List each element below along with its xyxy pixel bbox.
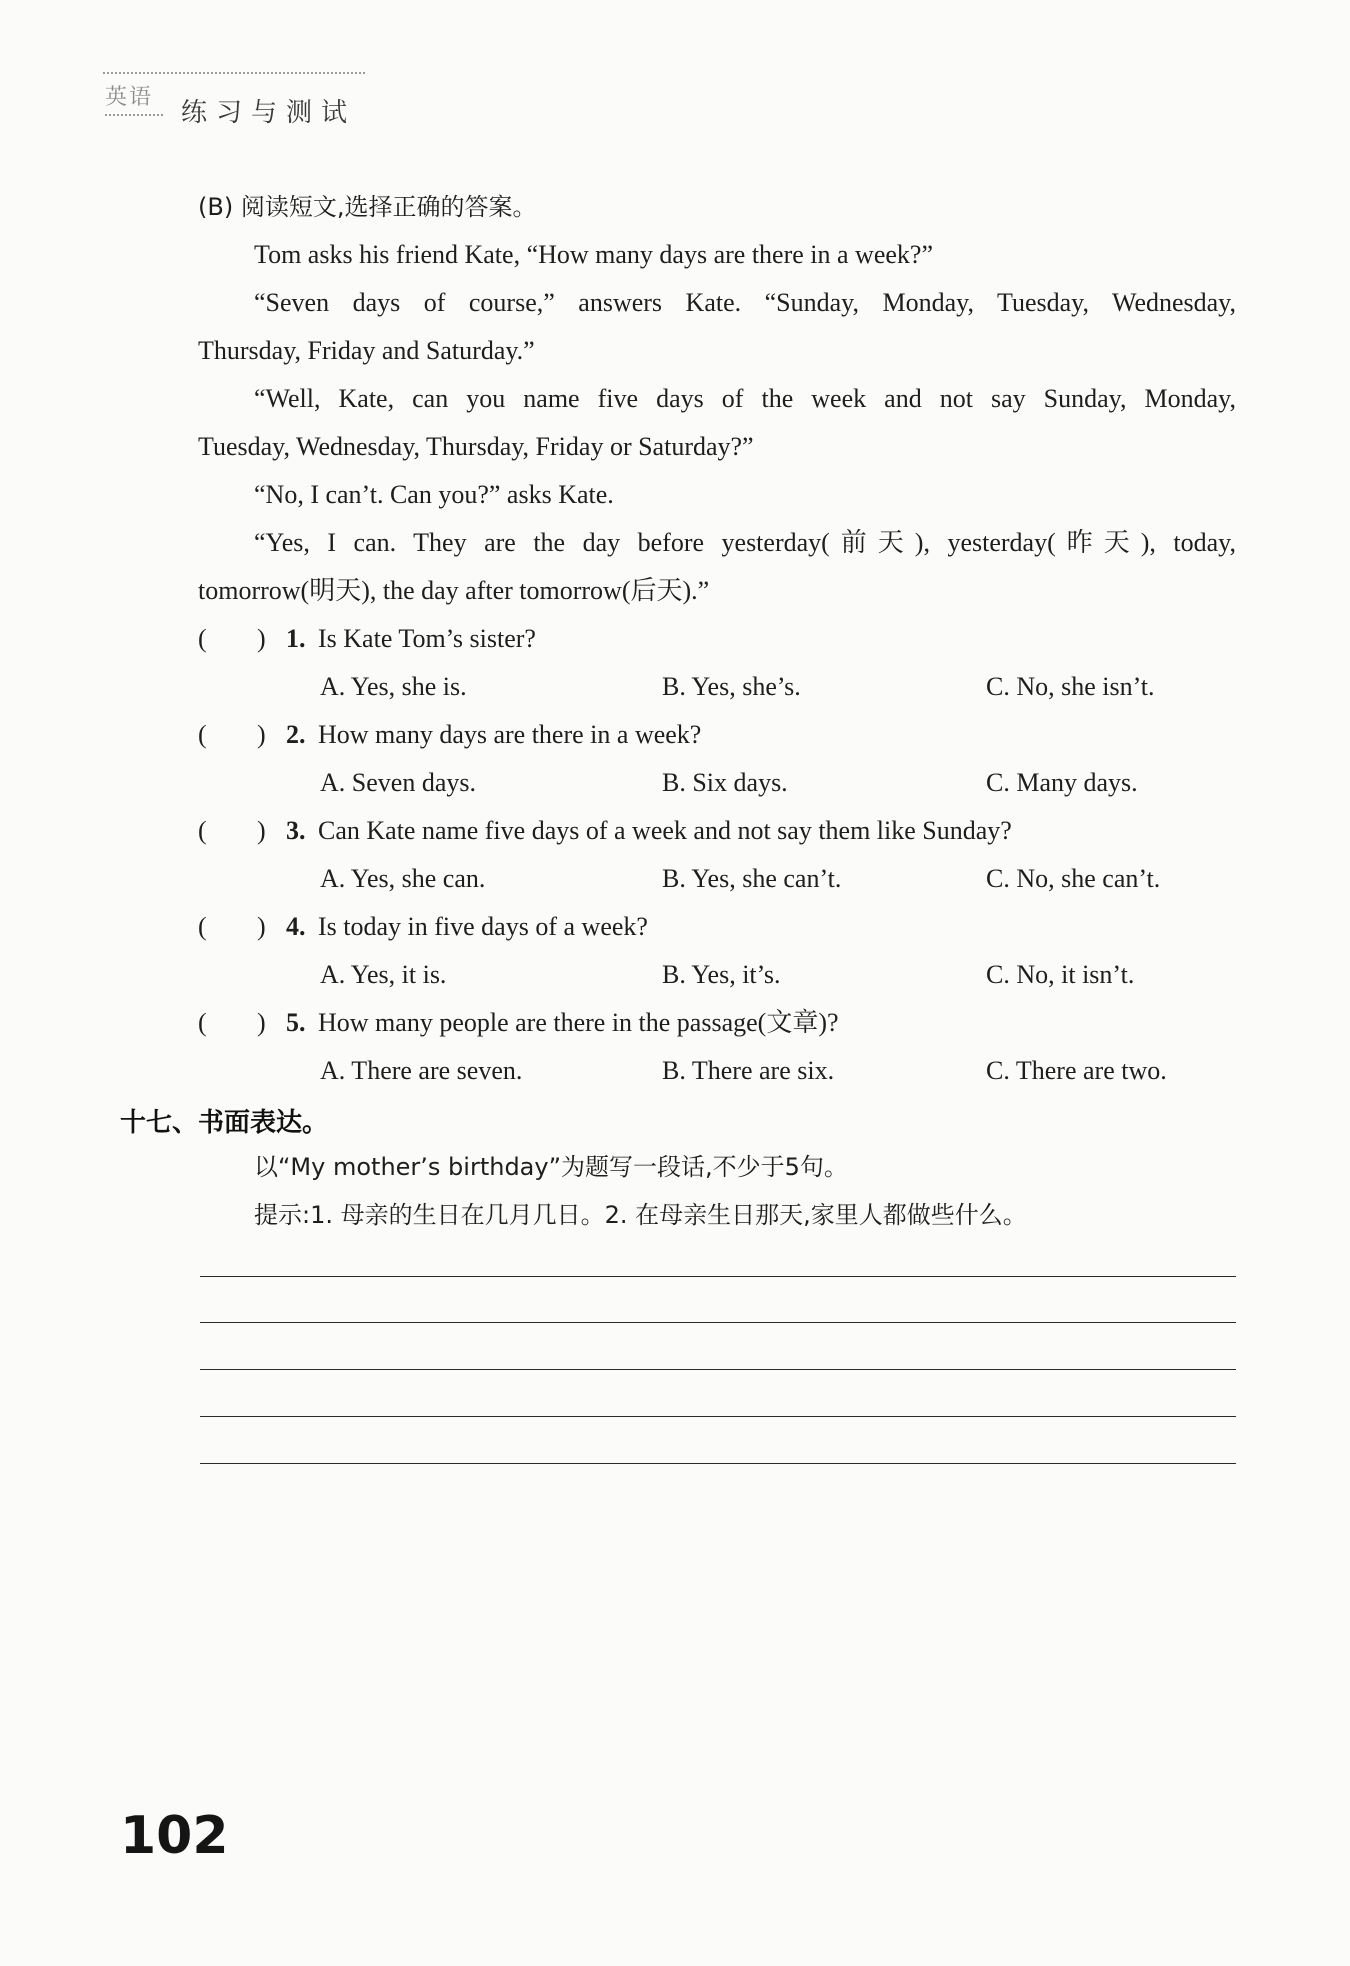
book-title: 练习与测试 (181, 98, 357, 128)
passage-line: “No, I can’t. Can you?” asks Kate. (254, 480, 614, 509)
option-b: B. Yes, she can’t. (662, 864, 842, 893)
answer-blank-close: ) (257, 912, 266, 941)
answer-blank-close: ) (257, 1008, 266, 1037)
option-a: A. Yes, she is. (320, 672, 467, 701)
passage-line: Tom asks his friend Kate, “How many days are there in a week?” (254, 240, 933, 269)
passage-line: Tuesday, Wednesday, Thursday, Friday or Saturday?” (198, 432, 754, 461)
header-divider (103, 72, 365, 74)
writing-hint: 提示:1. 母亲的生日在几月几日。2. 在母亲生日那天,家里人都做些什么。 (254, 1201, 1027, 1229)
answer-blank-close: ) (257, 816, 266, 845)
passage-line: tomorrow(明天), the day after tomorrow(后天).” (198, 576, 710, 605)
answer-blank-close: ) (257, 624, 266, 653)
question-text: Is today in five days of a week? (318, 912, 648, 941)
option-b: B. Yes, she’s. (662, 672, 801, 701)
option-c: C. No, she isn’t. (986, 672, 1155, 701)
subject-label: 英语 (105, 80, 163, 116)
question-number: 3. (286, 816, 306, 845)
passage-line: “Yes, I can. They are the day before yesterday(前天), yesterday(昨天), today, (254, 528, 1236, 557)
option-a: A. Yes, it is. (320, 960, 447, 989)
question-text: Can Kate name five days of a week and not say them like Sunday? (318, 816, 1012, 845)
question-number: 2. (286, 720, 306, 749)
question-number: 4. (286, 912, 306, 941)
writing-line[interactable] (200, 1322, 1236, 1323)
section-title: 十七、书面表达。 (120, 1108, 329, 1138)
question-text: How many days are there in a week? (318, 720, 702, 749)
option-b: B. Six days. (662, 768, 788, 797)
question-number: 1. (286, 624, 306, 653)
option-a: A. Seven days. (320, 768, 476, 797)
question-text: Is Kate Tom’s sister? (318, 624, 536, 653)
answer-blank-open[interactable]: ( (198, 624, 207, 653)
answer-blank-close: ) (257, 720, 266, 749)
option-a: A. There are seven. (320, 1056, 523, 1085)
passage-line: Thursday, Friday and Saturday.” (198, 336, 535, 365)
option-b: B. There are six. (662, 1056, 835, 1085)
answer-blank-open[interactable]: ( (198, 912, 207, 941)
option-c: C. Many days. (986, 768, 1138, 797)
option-c: C. No, she can’t. (986, 864, 1161, 893)
question-text: How many people are there in the passage(文章)? (318, 1008, 839, 1037)
answer-blank-open[interactable]: ( (198, 1008, 207, 1037)
passage-line: “Well, Kate, can you name five days of the week and not say Sunday, Monday, (254, 384, 1236, 413)
writing-line[interactable] (200, 1369, 1236, 1370)
option-a: A. Yes, she can. (320, 864, 486, 893)
option-c: C. No, it isn’t. (986, 960, 1135, 989)
answer-blank-open[interactable]: ( (198, 816, 207, 845)
answer-blank-open[interactable]: ( (198, 720, 207, 749)
page-number: 102 (120, 1806, 229, 1866)
option-c: C. There are two. (986, 1056, 1167, 1085)
writing-line[interactable] (200, 1416, 1236, 1417)
writing-prompt: 以“My mother’s birthday”为题写一段话,不少于5句。 (254, 1153, 848, 1181)
option-b: B. Yes, it’s. (662, 960, 781, 989)
writing-line[interactable] (200, 1276, 1236, 1277)
question-number: 5. (286, 1008, 306, 1037)
writing-line[interactable] (200, 1463, 1236, 1464)
part-b-title: (B) 阅读短文,选择正确的答案。 (198, 193, 537, 221)
passage-line: “Seven days of course,” answers Kate. “Sunday, Monday, Tuesday, Wednesday, (254, 288, 1236, 317)
